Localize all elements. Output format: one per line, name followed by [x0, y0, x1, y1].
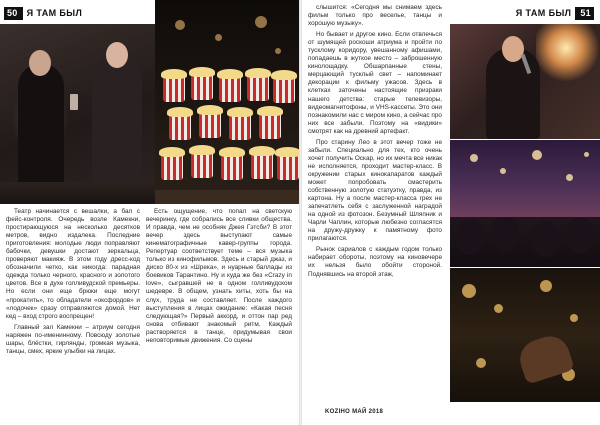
- singer-photo: [450, 24, 600, 139]
- party-guests-photo: [0, 24, 155, 204]
- section-title: Я ТАМ БЫЛ: [26, 8, 83, 18]
- page-number: 51: [577, 7, 594, 20]
- magazine-footer: KOZIHO МАЙ 2018: [325, 409, 384, 415]
- popcorn-buckets-photo: [155, 0, 300, 204]
- article-column-1: [6, 208, 140, 420]
- paragraph: слышится: «Сегодня мы снимаем здесь фильм только про веселье, танцы и хорошую музыку».: [308, 4, 442, 28]
- audience-silhouettes: [450, 217, 600, 267]
- article-column-3: [308, 4, 442, 404]
- golden-bokeh-photo: [450, 268, 600, 402]
- article-column-2: [146, 208, 292, 420]
- page-number: 50: [4, 7, 21, 20]
- paragraph: Есть ощущение, что попал на светскую вечеринку, где собрались все сливки общества. И правда, чем не особняк Джея Гэтсби? В этот вечер здесь выступают самые кинематографичные кавер-группы города. Репертуар соответствует теме – вся музыка только из кинофильмов. Здесь и старый джаз, и диско 80-х из «Шрека», и нуарные баллады из боевиков Тарантино. Ну и куда же без «Crazy in love», сыгравшей не в одном голливудском шедевре. В общем, узнать хиты, хоть бы на слух, труда не составляет. После каждого выступления в лицах ожидание: «Какая песня следующая?» Первый аккорд, и оттон пар ред снова отбивают знакомый ритм. Каждый растворяется в танце, придумывая свои неповторимые движения. Со сцены: [146, 208, 292, 344]
- paragraph: Рынок сариалов с каждым годом только набирает обороты, поэтому на киновечере их нельзя было обойти стороной. Поднявшись на второй этаж,: [308, 246, 442, 278]
- champagne-glass: [70, 94, 78, 110]
- paragraph: Про старину Лео в этот вечер тоже не забыли. Специально для тех, кто очень хочет получить Оскар, но их мечта все никак не исполняется, проходит мастер-класс. В окружении старых кинокапаратов каждый может попробовать смастерить собственную золотую статуэтку, правда, из картона. Ну а после мастер-класса грех не запечатлеть себя с заслуженной наградой на одной из фотозон. Безумный Шляпник и Чарли Чаплин, которые любезно согласятся на дружу-дружку к памятному фото прилагаются.: [308, 138, 442, 243]
- page-header-left: [4, 6, 86, 20]
- section-title: Я ТАМ БЫЛ: [515, 8, 572, 18]
- stage-lights-photo: [450, 140, 600, 267]
- paragraph: Театр начинается с вешалки, а бал с фейс-контроля. Очередь возле Камекни, простирающуюся на несколько десятков метров, видно издалека. Последние приготовления: молодые люди поправляют бабочки, девушки достают зеркальца, проверяют макияж. В этом году дресс-код обозначили четко, как никогда: парадная одежда только черного, красного и золотого цветов. Все в духе голливудской премьеры. Но если они еще брюки еще могут «прокатить», то обладатели «оксфордов» и «лодочек» сразу отправляются домой. Нет кед – вход строго воспрещен!: [6, 208, 140, 320]
- paragraph: Но бывает и другое кино. Если отвлечься от шумящей роскоши атриума и пройти по тусклому коридору, увешанному афишами, попадаешь в жуткое место – заброшенную кинолощадку. Обшарпанные стены, мерцающий тусклый свет – напоминает декорации к фильму ужасов. Здесь в клетках заточены настоящие призраки нашего детства: старые телевизоры, видеомагнитофоны, и VHS-кассеты. Это они познакомили нас с миром кино, а сейчас про них все забыли. Поэтому на «видики» смотрят как на древний артефакт.: [308, 31, 442, 135]
- page-header-right: [512, 6, 594, 20]
- right-page: [302, 0, 600, 425]
- paragraph: Главный зал Камекни – атриум сегодня наряжен по-именинному. Повсюду золотые шары, блёстки, гирлянды, громкая музыка, танцы, смех, яркие улыбки на лицах.: [6, 323, 140, 355]
